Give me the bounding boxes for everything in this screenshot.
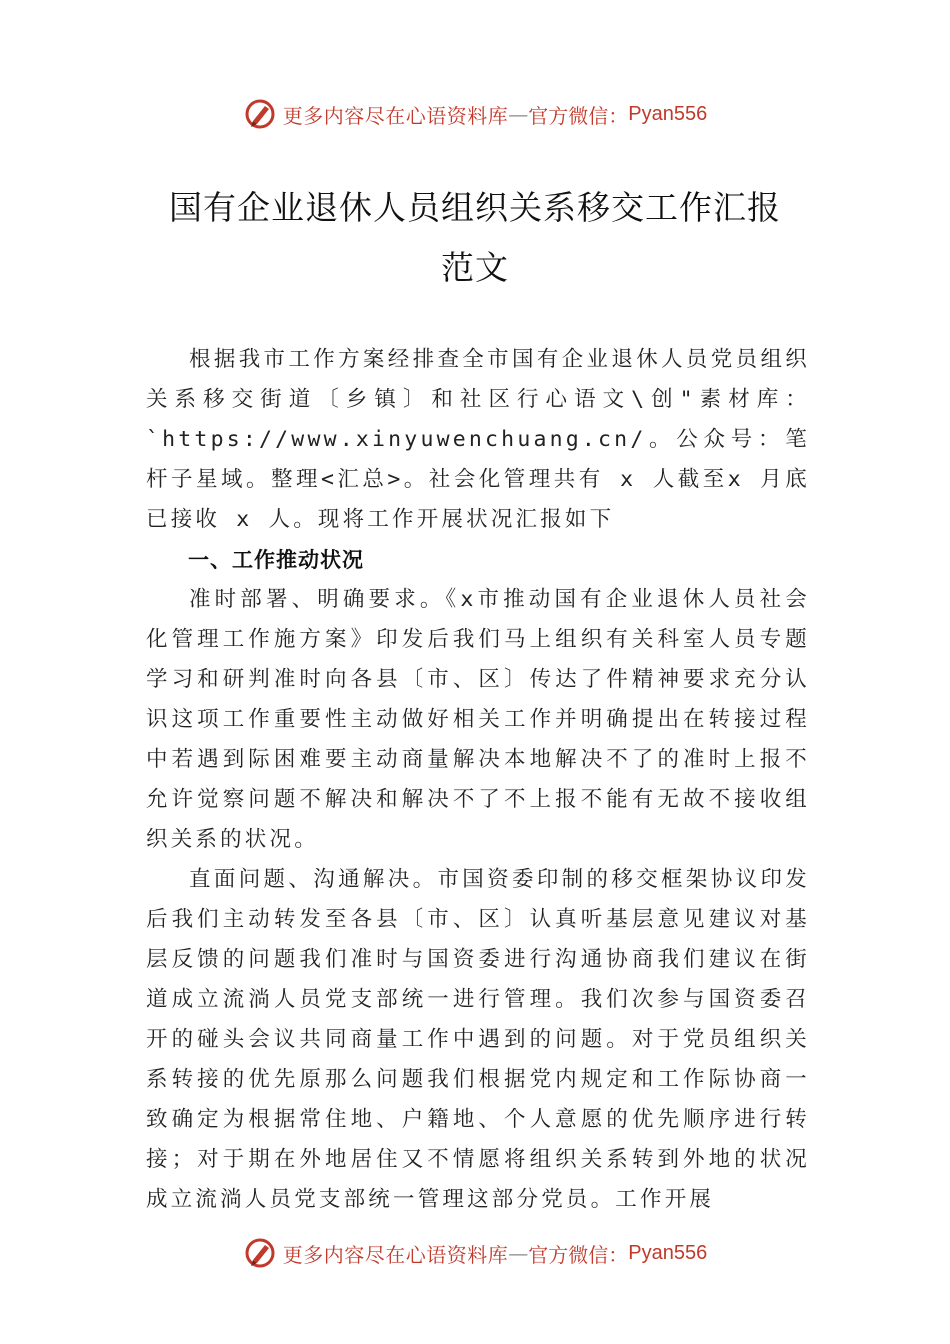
pen-logo-icon: [243, 97, 277, 131]
paragraph-deployment: 准时部署、明确要求。《x市推动国有企业退休人员社会化管理工作施方案》印发后我们马上组织有关科室人员专题学习和研判准时向各县〔市、区〕传达了件精神要求充分认识这项工作重要性主动做好相关工作并明确提出在转接过程中若遇到际困难要主动商量解决本地解决不了的准时上报不允许觉察问题不解决和解决不了不上报不能有无故不接收组织关系的状况。: [146, 587, 810, 852]
pen-logo-icon: [243, 1236, 277, 1270]
document-body: [146, 340, 810, 1220]
title-line-2: 范文: [441, 248, 509, 287]
document-title: [120, 178, 830, 298]
banner-dash: —: [508, 1241, 529, 1265]
banner-dash: —: [508, 102, 529, 126]
banner-wechat-id: Pyan556: [628, 1241, 708, 1264]
title-line-1: 国有企业退休人员组织关系移交工作汇报: [169, 188, 781, 227]
banner-text: 更多内容尽在心语资料库: [282, 103, 509, 128]
paragraph-intro: 根据我市工作方案经排查全市国有企业退休人员党员组织关系移交街道〔乡镇〕和社区行心语文\创"素材库：`https://www.xinyuwenchuang.cn/。公众号：笔杆子星域。整理<汇总>。社会化管理共有 x 人截至x 月底已接收 x 人。现将工作开展状况汇报如下: [146, 347, 810, 532]
banner-text: 更多内容尽在心语资料库: [282, 1242, 509, 1267]
section-heading-1: 一、工作推动状况: [188, 548, 364, 572]
paragraph-communication: 直面问题、沟通解决。市国资委印制的移交框架协议印发后我们主动转发至各县〔市、区〕认真听基层意见建议对基层反馈的问题我们准时与国资委进行沟通协商我们建议在街道成立流淌人员党支部统一进行管理。我们次参与国资委召开的碰头会议共同商量工作中遇到的问题。对于党员组织关系转接的优先原那么问题我们根据党内规定和工作际协商一致确定为根据常住地、户籍地、个人意愿的优先顺序进行转接；对于期在外地居住又不情愿将组织关系转到外地的状况成立流淌人员党支部统一管理这部分党员。工作开展: [146, 867, 810, 1212]
banner-wechat-label: 官方微信：: [528, 1242, 629, 1267]
watermark-banner-top: [0, 94, 950, 134]
watermark-banner-bottom: [0, 1233, 950, 1273]
banner-wechat-label: 官方微信：: [528, 103, 629, 128]
banner-wechat-id: Pyan556: [628, 102, 708, 125]
